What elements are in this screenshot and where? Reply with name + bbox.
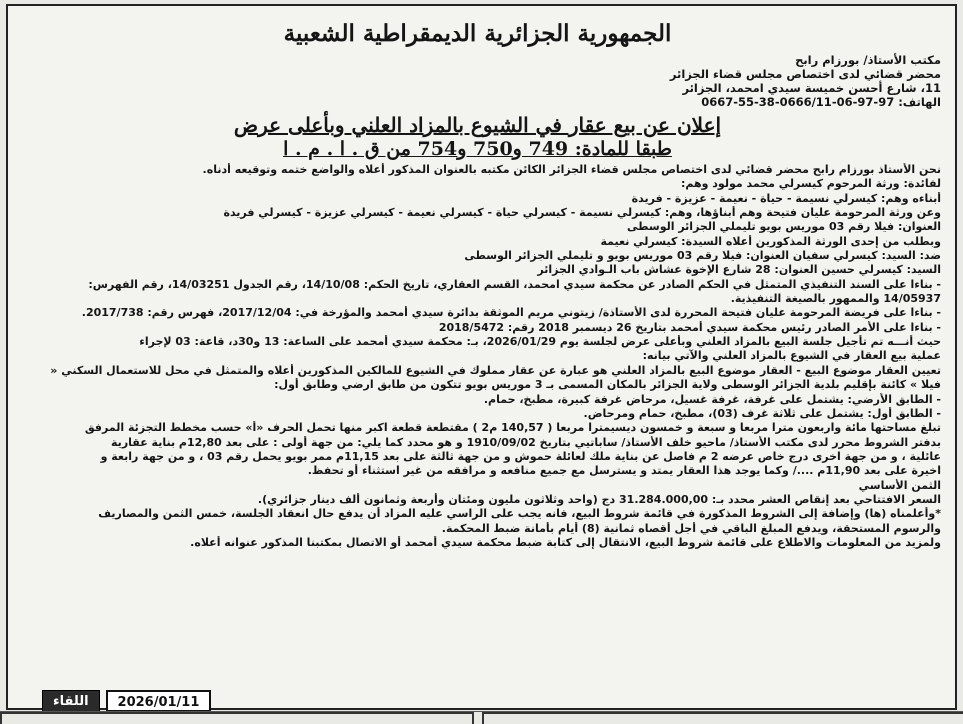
office-line: 11، شارع أحسن خميسة سيدي امحمد، الجزائر <box>682 81 941 95</box>
body-line: نحن الأستاذ بورزام رابح محضر قضائي لدى اختصاص مجلس قضاء الجزائر الكائن مكتبه بالعنوان المذكور أعلاه والواضع ختمه وتوقيعه أدناه. <box>202 163 941 176</box>
body-line: أبناءه وهم: كيسرلي نسيمة - حياة - نعيمة - عزيزة - فريدة <box>631 191 941 205</box>
adjacent-box-left <box>0 712 474 724</box>
body-line: بدفتر الشروط محرر لدى مكتب الأستاذ/ ماحيو خلف الأستاذ/ ساباتيي بتاريخ 1910/09/02 و هو محدد كما يلي: من جهة أولى : على بعد 12,80م بناية عقارية <box>111 435 941 449</box>
bailiff-office-block <box>14 53 941 109</box>
adjacent-box-right <box>482 712 963 724</box>
body-line: وبطلب من إحدى الورثة المذكورين أعلاه السيدة: كيسرلي نعيمة <box>600 234 941 248</box>
publication-footer <box>42 690 211 712</box>
announcement-frame <box>6 4 957 710</box>
body-line: وعن ورثة المرحومة عليان فتيحة وهم أبناؤها، وهم: كيسرلي نسيمة - كيسرلي حياة - كيسرلي نعيمة - كيسرلي عزيزة - كيسرلي فريدة <box>223 206 941 220</box>
body-line: - الطابق الأرضي: يشتمل على غرفة، غرفة غسيل، مرحاض غرفة كبيرة، مطبخ، حمام. <box>483 392 941 406</box>
title-line-1: إعلان عن بيع عقار في الشيوع بالمزاد العلني وبأعلى عرض <box>233 113 722 137</box>
republic-heading: الجمهورية الجزائرية الديمقراطية الشعبية <box>283 20 672 47</box>
body-line: السيد: كيسرلي حسين العنوان: 28 شارع الإخوة عشاش باب الـوادي الجزائر <box>537 263 941 277</box>
body-line: الثمن الأساسي <box>858 478 941 492</box>
office-phone: الهاتف: 97-97-06-0666/11-38-55-0667 <box>701 95 941 109</box>
body-line: حيث أنـــه تم تأجيل جلسة البيع بالمزاد العلني وبأعلى عرض لجلسة يوم 2026/01/29، بـ: محكمة سيدي أمحمد على الساعة: 13 و30د، قاعة: 03 لإجراء <box>139 335 941 349</box>
body-line: 14/05937 والممهور بالصيغة التنفيذية. <box>730 292 941 306</box>
publication-date-badge: 2026/01/11 <box>106 690 212 712</box>
body-line: ضد: السيد: كيسرلي سفيان العنوان: فيلا رقم 03 موريس بويو و تليملي الجزائر الوسطى <box>464 249 941 263</box>
office-line: محضر قضائي لدى اختصاص مجلس قضاء الجزائر <box>669 67 941 81</box>
body-line: - بناءا على فريضة المرحومة عليان فتيحة المحررة لدى الأستاذة/ زيتوني مريم الموثقة بدائرة سيدي أمحمد والمؤرخة في: 2017/12/04، فهرس رقم: 2017/738. <box>81 306 941 320</box>
body-line: - بناءا على الأمر الصادر رئيس محكمة سيدي أمحمد بتاريخ 26 ديسمبر 2018 رقم: 2018/5472 <box>438 320 941 334</box>
body-line: عملية بيع العقار في الشيوع بالمزاد العلني والآتي بيانه: <box>642 349 941 363</box>
body-line: تعيين العقار موضوع البيع - العقار موضوع البيع بالمزاد العلني هو عبارة عن عقار مملوك في الشيوع للمالكين المذكورين أعلاه والمتمثل في محل للاستعمال السكني « <box>50 363 941 377</box>
body-line: فيلا » كائنة بإقليم بلدية الجزائر الوسطى ولاية الجزائر بالمكان المسمى بـ 3 موريس بويو تتكون من طابق ارضي وطابق أول: <box>274 378 941 392</box>
body-line: السعر الافتتاحي بعد إنقاص العشر محدد بـ: 31.284.000,00 دج (واحد وثلاثون مليون ومئتان وأربعة وثمانون ألف دينار جزائري). <box>257 492 941 506</box>
body-line: *وأعلمناه (ها) وإضافة إلى الشروط المذكورة في قائمة شروط البيع، فانه يجب على الراسي عليه المزاد أن يدفع حال انعقاد الجلسة، خمس الثمن والمصاريف <box>98 507 941 521</box>
body-line: - بناءا على السند التنفيذي المتمثل في الحكم الصادر عن محكمة سيدي امحمد، القسم العقاري، تاريخ الحكم: 14/10/08، رقم الجدول 14/03251، رقم الفهرس: <box>88 277 941 291</box>
body-line: - الطابق أول: يشتمل على ثلاثة غرف (03)، مطبخ، حمام ومرحاض. <box>583 406 941 420</box>
title-line-2: طبقا للمادة: 749 و750 و754 من ق . ا . م . ا <box>283 138 672 160</box>
office-line: مكتب الأستاذ/ بورزام رابح <box>795 53 941 67</box>
announcement-title <box>14 113 941 161</box>
body-line: لفائدة: ورثة المرحوم كيسرلي محمد مولود وهم: <box>680 177 941 191</box>
body-line: تبلغ مساحتها مائة واربعون مترا مربعا و سبعة و خمسون ديسيمترا مربعا ( 140,57 م2 ) مقتطعة قطعة اكبر منها تحمل الحرف «أ» حسب مخطط التجزئة المرفق <box>84 421 941 435</box>
newspaper-name-badge: اللقاء <box>42 690 100 712</box>
announcement-body <box>14 163 941 550</box>
body-line: عائلية ، و من جهة اخرى درج خاص عرضه 2 م فاصل عن بناية ملك لعائلة حموش و من جهة ثالثة على بعد 11,15م ممر بويو يحمل رقم 03 ، و من جهة رابعة و <box>100 449 941 463</box>
adjacent-column-strip <box>0 711 963 724</box>
body-line: والرسوم المستحقة، ويدفع المبلغ الباقي في أجل أقصاه ثمانية (8) أيام بأمانة ضبط المحكمة. <box>441 521 941 535</box>
announcement-content <box>14 10 941 550</box>
body-line: اخيرة على بعد 11,90م ..../ وكما يوجد هذا العقار يمتد و يسترسل مع جميع منافعه و مرافقه من غير استثناء أو تحفظ. <box>307 464 941 478</box>
body-line: العنوان: فيلا رقم 03 موريس بويو تليملي الجزائر الوسطى <box>627 220 941 234</box>
body-line: ولمزيد من المعلومات والاطلاع على قائمة شروط البيع، الانتقال إلى كتابة ضبط محكمة سيدي أمحمد أو الاتصال بمكتبنا المذكور عنوانه أعلاه. <box>190 535 941 549</box>
